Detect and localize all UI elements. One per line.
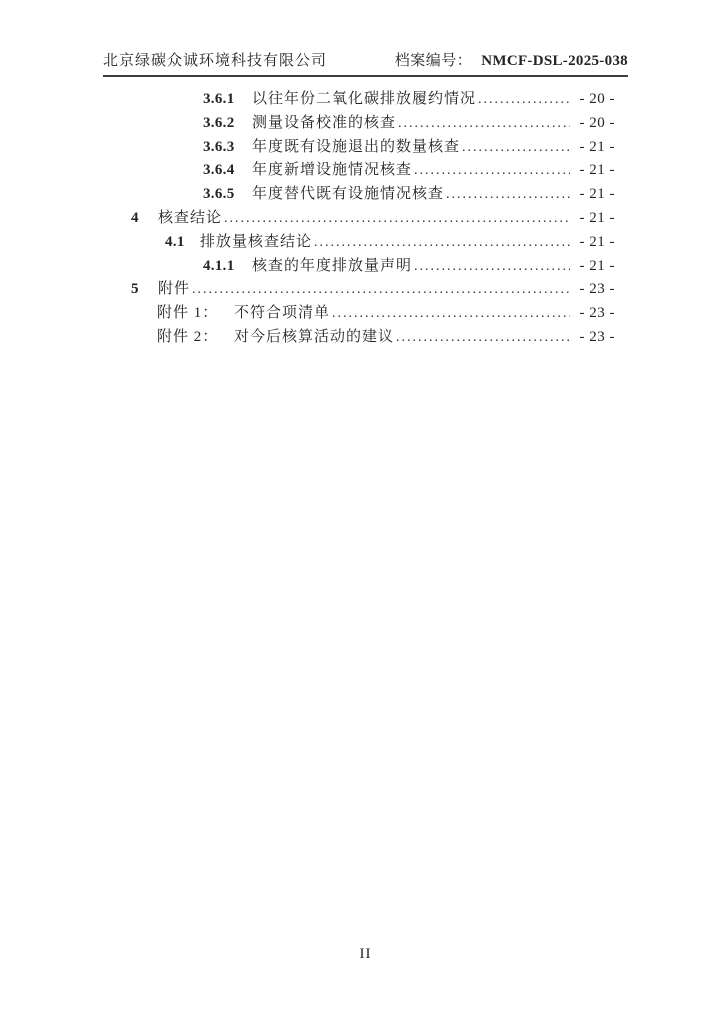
toc-entry-page: - 20 - [579,114,615,131]
toc-entry-number: 4.1.1 [203,257,235,274]
toc-entry-title: 核查的年度排放量声明 [252,257,413,274]
toc-entry-number: 附件 2： [157,328,219,345]
toc-entry-title: 测量设备校准的核查 [252,114,397,131]
header-company-name: 北京绿碳众诚环境科技有限公司 [103,53,328,69]
toc-entry-page: - 21 - [579,162,615,179]
toc-entry-number: 4.1 [165,233,185,250]
toc-entry-number: 3.6.3 [203,138,235,155]
toc-entry-page: - 23 - [579,328,615,345]
toc-entry [103,231,615,255]
toc-entry-title: 附件 [158,281,191,298]
toc-entry-title: 以往年份二氧化碳排放履约情况 [252,91,477,107]
toc-entry-number: 3.6.1 [203,91,235,107]
toc-entry-title: 年度替代既有设施情况核查 [252,186,445,203]
toc-entry [103,112,615,136]
toc-entry-page: - 21 - [579,186,615,203]
header-divider [103,75,628,77]
toc-entry-title: 不符合项清单 [234,305,331,322]
toc-entry-page: - 21 - [579,138,615,155]
toc-entry-number: 3.6.5 [203,186,235,203]
leader-dots [396,326,570,350]
toc-entry [103,183,615,207]
toc-entry-number: 附件 1： [157,305,219,322]
toc-entry-page: - 21 - [579,209,615,226]
leader-dots [398,112,570,136]
toc [103,88,615,350]
leader-dots [332,302,570,326]
archive-number-value: NMCF-DSL-2025-038 [481,53,628,69]
toc-entry [103,159,615,183]
toc-entry-title: 年度新增设施情况核查 [252,162,413,179]
leader-dots [414,159,570,183]
toc-entry [103,207,615,231]
leader-dots [314,231,570,255]
leader-dots [192,278,570,302]
leader-dots [462,136,570,160]
toc-entry-page: - 21 - [579,257,615,274]
footer-page-number: II [359,946,372,962]
toc-entry [103,302,615,326]
toc-entry-title: 核查结论 [158,209,223,226]
archive-number-label: 档案编号： [394,53,473,69]
toc-entry [103,278,615,302]
leader-dots [446,183,570,207]
toc-entry [103,136,615,160]
toc-entry [103,255,615,279]
toc-entry-title: 对今后核算活动的建议 [234,328,395,345]
toc-entry-page: - 21 - [579,233,615,250]
toc-entry-page: - 20 - [579,91,615,107]
toc-entry-number: 3.6.4 [203,162,235,179]
toc-entry-page: - 23 - [579,305,615,322]
toc-entry-title: 排放量核查结论 [200,233,313,250]
toc-entry-title: 年度既有设施退出的数量核查 [252,138,461,155]
page-header [103,51,628,71]
toc-entry-number: 4 [131,209,139,226]
toc-entry [103,88,615,112]
header-archive-group [395,51,628,71]
toc-entry-number: 5 [131,281,139,298]
toc-entry-number: 3.6.2 [203,114,235,131]
toc-entry [103,326,615,350]
toc-entry-page: - 23 - [579,281,615,298]
leader-dots [224,207,570,231]
leader-dots [478,88,570,112]
leader-dots [414,255,570,279]
